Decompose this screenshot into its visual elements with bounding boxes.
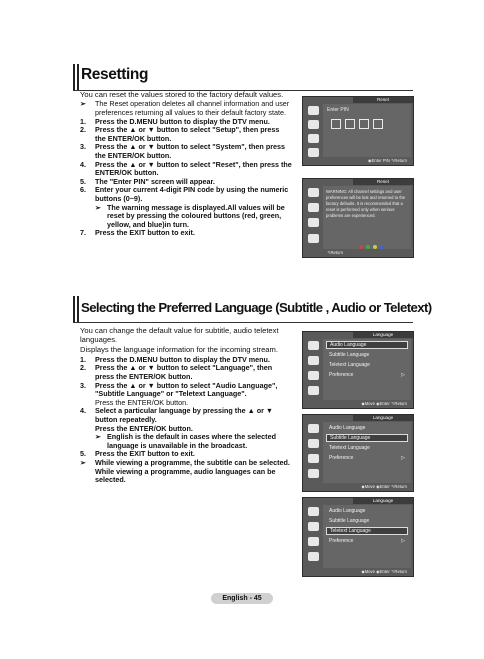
- submenu-arrow-icon: ▷: [401, 455, 405, 461]
- menu-item-audio-language[interactable]: Audio Language: [329, 425, 366, 431]
- menu-icons: [305, 505, 321, 568]
- language-screen-audio: [302, 331, 414, 409]
- screen-title: Language: [353, 498, 413, 504]
- language-step: 3. Press the ▲ or ▼ button to select "Audio Language", "Subtitle Language" or "Teletext Language". Press the ENTER/OK button.: [80, 380, 278, 407]
- language-screen-teletext: [302, 497, 414, 577]
- picture-icon: [308, 507, 319, 516]
- screen-panel: [323, 339, 411, 400]
- pin-digit-box[interactable]: [359, 119, 369, 129]
- menu-item-subtitle-language[interactable]: Subtitle Language: [329, 518, 370, 524]
- reset-step: 6. Enter your current 4-digit PIN code by using the numeric buttons (0~9).: [80, 185, 289, 203]
- red-button-icon: [359, 245, 363, 249]
- language-step: 2. Press the ▲ or ▼ button to select "Language", then press the ENTER/OK button.: [80, 363, 273, 381]
- reset-step: 7. Press the EXIT button to exit.: [80, 228, 195, 238]
- channel-icon: [308, 537, 319, 546]
- screen-title: Reset: [353, 179, 413, 185]
- resetting-intro: You can reset the values stored to the factory default values.: [80, 90, 284, 99]
- language-final-note: ➢ While viewing a programme, the subtitle can be selected. While viewing a programme, audio languages can be selected.: [80, 457, 290, 485]
- submenu-arrow-icon: ▷: [401, 538, 405, 544]
- screen-panel: [323, 505, 411, 568]
- menu-icons: [305, 104, 321, 157]
- picture-icon: [308, 188, 319, 197]
- page-number-badge: English - 45: [211, 593, 273, 604]
- reset-step6-note: ➢ The warning message is displayed.All values will be reset by pressing the coloured buttons (red, green, yellow, and blue)in turn.: [95, 202, 285, 229]
- language-step4-note: ➢ English is the default in cases where the selected language is unavailable in the broadcast.: [95, 432, 276, 450]
- menu-item-subtitle-language[interactable]: Subtitle Language: [329, 352, 370, 358]
- picture-icon: [308, 341, 319, 350]
- screen-footer: ◆Move ◉Enter ↰Return: [361, 484, 407, 489]
- menu-icons: [305, 186, 321, 249]
- language-step: 5. Press the EXIT button to exit.: [80, 449, 195, 459]
- warning-text: WARNING: All channel settings and user preferences will be lost and returned to the factory defaults. It is recommended that a reset is performed only when serious problems are experienced.: [326, 189, 406, 218]
- setup-icon: [308, 386, 319, 395]
- setup-icon: [308, 552, 319, 561]
- sound-icon: [308, 439, 319, 448]
- yellow-button-icon: [373, 245, 377, 249]
- channel-icon: [308, 454, 319, 463]
- pin-digit-box[interactable]: [373, 119, 383, 129]
- resetting-note: ➢ The Reset operation deletes all channel information and user preferences returning all values to their default factory state.: [80, 99, 290, 117]
- menu-item-preference[interactable]: Preference ▷: [329, 372, 405, 378]
- screen-footer: ◉Enter PIN ↰Return: [367, 158, 407, 163]
- setup-icon: [308, 148, 319, 157]
- resetting-body: [80, 90, 292, 238]
- pin-digit-box[interactable]: [331, 119, 341, 129]
- reset-pin-screen: [302, 96, 414, 166]
- setup-icon: [308, 234, 319, 243]
- submenu-arrow-icon: ▷: [401, 372, 405, 378]
- reset-step: 3. Press the ▲ or ▼ button to select "System", then press the ENTER/OK button.: [80, 142, 285, 160]
- channel-icon: [308, 134, 319, 143]
- menu-item-teletext-language[interactable]: Teletext Language: [326, 527, 408, 535]
- enter-pin-label: Enter PIN: [327, 107, 349, 113]
- screen-panel: [323, 104, 411, 157]
- screen-panel: [323, 186, 411, 249]
- screen-panel: [323, 422, 411, 483]
- sound-icon: [308, 522, 319, 531]
- menu-item-audio-language[interactable]: Audio Language: [329, 508, 366, 514]
- sound-icon: [308, 120, 319, 129]
- menu-icons: [305, 339, 321, 400]
- screen-footer: ↰Return: [327, 250, 344, 255]
- menu-item-subtitle-language[interactable]: Subtitle Language: [326, 434, 408, 442]
- green-button-icon: [366, 245, 370, 249]
- reset-step: 2. Press the ▲ or ▼ button to select "Setup", then press the ENTER/OK button.: [80, 125, 280, 143]
- reset-step: 5. The "Enter PIN" screen will appear.: [80, 176, 215, 186]
- screen-footer: ◆Move ◉Enter ↰Return: [361, 569, 407, 574]
- menu-item-teletext-language[interactable]: Teletext Language: [329, 445, 370, 451]
- language-intro-1: You can change the default value for subtitle, audio teletext languages.: [80, 326, 279, 344]
- language-body: [80, 326, 292, 485]
- language-step: 1. Press the D.MENU button to display the DTV menu.: [80, 354, 270, 364]
- language-step: 4. Select a particular language by pressing the ▲ or ▼ button repeatedly. Press the ENTER/OK button.: [80, 406, 273, 433]
- language-title: Selecting the Preferred Language (Subtitle , Audio or Teletext): [81, 300, 432, 315]
- picture-icon: [308, 106, 319, 115]
- picture-icon: [308, 424, 319, 433]
- language-screen-subtitle: [302, 414, 414, 492]
- menu-item-teletext-language[interactable]: Teletext Language: [329, 362, 370, 368]
- reset-step: 1. Press the D.MENU button to display the DTV menu.: [80, 116, 270, 126]
- menu-item-audio-language[interactable]: Audio Language: [326, 341, 408, 349]
- pin-digit-box[interactable]: [345, 119, 355, 129]
- resetting-title: Resetting: [81, 66, 149, 83]
- screen-title: Language: [353, 332, 413, 338]
- screen-footer: ◆Move ◉Enter ↰Return: [361, 401, 407, 406]
- blue-button-icon: [380, 245, 384, 249]
- screen-title: Reset: [353, 97, 413, 103]
- reset-step: 4. Press the ▲ or ▼ button to select "Reset", then press the ENTER/OK button.: [80, 159, 292, 178]
- menu-item-preference[interactable]: Preference ▷: [329, 455, 405, 461]
- channel-icon: [308, 218, 319, 227]
- sound-icon: [308, 203, 319, 212]
- resetting-heading: [73, 64, 413, 90]
- channel-icon: [308, 371, 319, 380]
- menu-item-preference[interactable]: Preference ▷: [329, 538, 405, 544]
- menu-icons: [305, 422, 321, 483]
- sound-icon: [308, 356, 319, 365]
- reset-warning-screen: [302, 178, 414, 258]
- language-heading: [73, 296, 433, 322]
- setup-icon: [308, 469, 319, 478]
- language-rule: [73, 322, 413, 323]
- screen-title: Language: [353, 415, 413, 421]
- language-intro-2: Displays the language information for the incoming stream.: [80, 345, 278, 355]
